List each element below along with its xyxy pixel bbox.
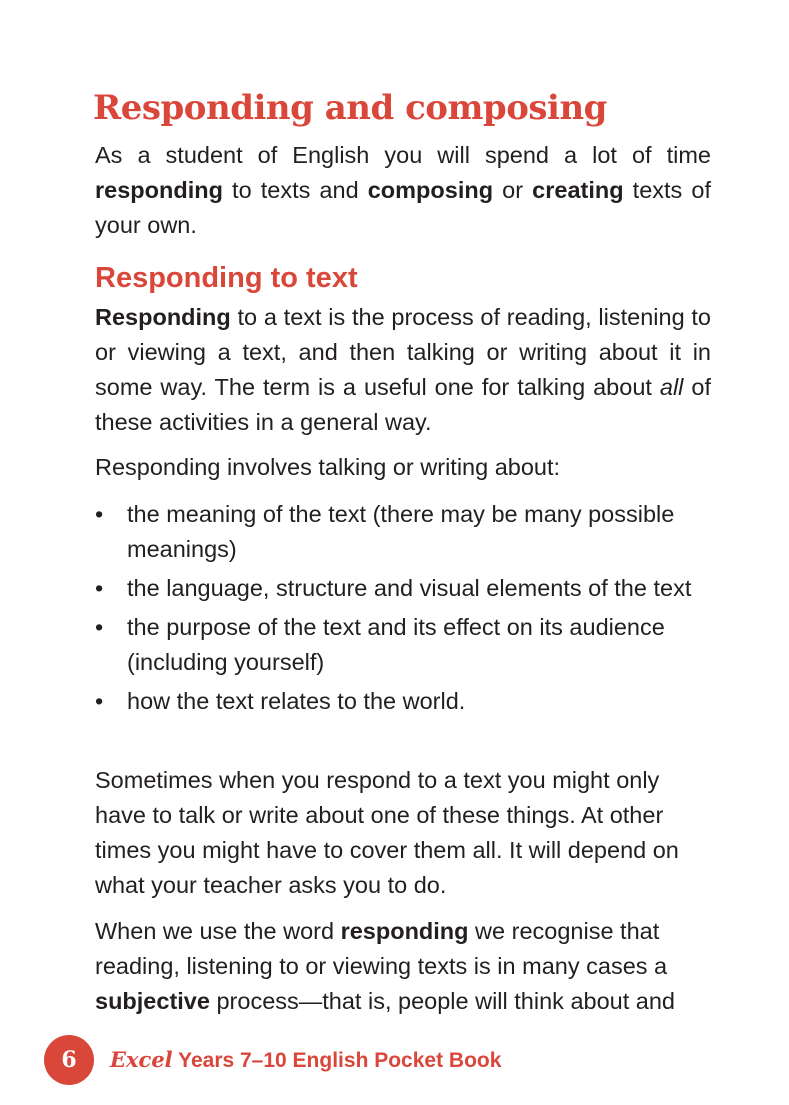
list-item: [95, 684, 695, 719]
bold-term: responding: [95, 177, 223, 203]
bullet-icon: •: [95, 688, 104, 714]
section-heading: Responding to text: [95, 262, 358, 294]
footer-title: [110, 1047, 501, 1073]
text: process—that is, people will think about and: [209, 988, 675, 1014]
text: of these activities in a general way.: [95, 374, 711, 435]
list-item-text: the meaning of the text (there may be many possible meanings): [127, 501, 675, 562]
list-item: [95, 571, 695, 606]
bullet-list: [95, 497, 695, 723]
bold-term: responding: [340, 918, 469, 944]
list-item: [95, 610, 695, 680]
paragraph-definition: [95, 300, 711, 440]
text: As a student of English you will spend a lot of time: [95, 142, 711, 168]
paragraph-involves: Responding involves talking or writing about:: [95, 454, 561, 480]
page-title: Responding and composing: [93, 88, 607, 128]
brand-name: Excel: [110, 1047, 173, 1072]
book-title: Years 7–10 English Pocket Book: [172, 1049, 502, 1072]
list-item-text: the purpose of the text and its effect on its audience (including yourself): [127, 614, 665, 675]
text: we recognise that reading, listening to or viewing texts is in many cases a: [95, 918, 668, 979]
bullet-icon: •: [95, 575, 104, 601]
paragraph-subjective: [95, 914, 711, 1019]
bullet-icon: •: [95, 614, 104, 640]
bullet-icon: •: [95, 501, 104, 527]
italic-term: all: [659, 374, 684, 400]
paragraph-sometimes: Sometimes when you respond to a text you might only have to talk or write about one of these things. At other times you might have to cover them all. It will depend on what your teacher asks you to do.: [95, 767, 679, 898]
text: or: [493, 177, 533, 203]
text: When we use the word: [95, 918, 341, 944]
bold-term: composing: [367, 177, 494, 203]
list-item-text: how the text relates to the world.: [127, 688, 466, 714]
bold-term: creating: [532, 177, 624, 203]
bold-term: Responding: [95, 304, 231, 330]
intro-paragraph: [95, 138, 711, 243]
text: to texts and: [222, 177, 368, 203]
page-footer: [44, 1035, 501, 1085]
text: to a text is the process of reading, listening to or viewing a text, and then talking or writing about it in some way. The term is a useful one for talking about: [95, 304, 711, 400]
bold-term: subjective: [95, 988, 210, 1014]
list-item-text: the language, structure and visual elements of the text: [127, 575, 692, 601]
list-item: [95, 497, 695, 567]
text: texts of your own.: [95, 177, 711, 238]
page-number-badge: 6: [44, 1035, 94, 1085]
